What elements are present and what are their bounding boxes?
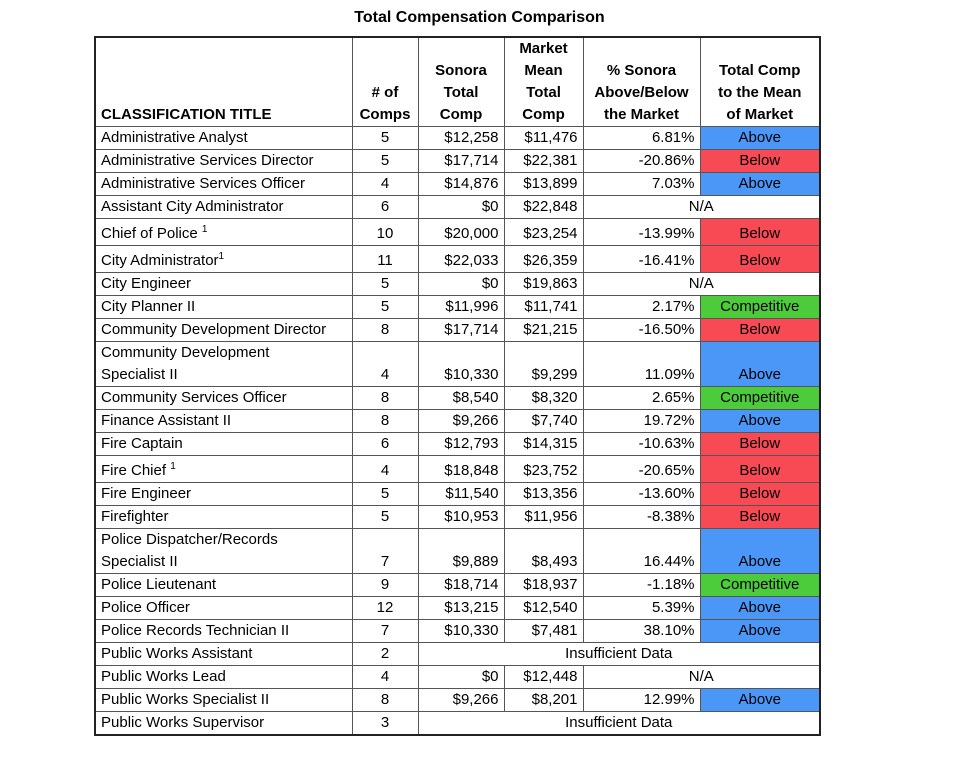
header-market-line: Total [526, 84, 561, 101]
percent-diff-cell: 38.10% [583, 620, 700, 643]
percent-diff-cell: 12.99% [583, 689, 700, 712]
percent-diff-cell: -8.38% [583, 506, 700, 529]
percent-diff-cell: 7.03% [583, 173, 700, 196]
comps-cell: 7 [352, 620, 418, 643]
classification-title: Fire Engineer [101, 485, 192, 502]
sonora-total-comp-cell: $18,714 [418, 574, 504, 597]
comps-cell: 12 [352, 597, 418, 620]
market-mean-comp-cell: $12,448 [504, 666, 583, 689]
classification-title-cell [95, 712, 352, 736]
status-badge: Below [700, 150, 820, 173]
table-row [95, 574, 820, 597]
sonora-total-comp-cell: $10,330 [418, 620, 504, 643]
header-status-line: Total Comp [719, 62, 801, 79]
classification-title-cell [95, 273, 352, 296]
status-badge: Above [700, 597, 820, 620]
table-row [95, 219, 820, 246]
footnote-marker: 1 [218, 251, 225, 262]
percent-diff-cell: -1.18% [583, 574, 700, 597]
comps-cell: 5 [352, 296, 418, 319]
percent-diff-cell: 19.72% [583, 410, 700, 433]
classification-title-cell [95, 246, 352, 273]
classification-title-cell [95, 597, 352, 620]
classification-title: City Administrator [101, 252, 219, 269]
classification-title: Administrative Services Officer [101, 175, 305, 192]
header-market-line: Market [519, 40, 568, 57]
table-row [95, 173, 820, 196]
classification-title-cell [95, 319, 352, 342]
classification-title: Assistant City Administrator [101, 198, 284, 215]
table-row [95, 597, 820, 620]
classification-title: Community Development [101, 344, 270, 361]
classification-title-cell [95, 410, 352, 433]
market-mean-comp-cell: $13,899 [504, 173, 583, 196]
sonora-total-comp-cell: $14,876 [418, 173, 504, 196]
market-mean-comp-cell: $21,215 [504, 319, 583, 342]
table-row [95, 196, 820, 219]
classification-title-cell [95, 666, 352, 689]
market-mean-comp-cell: $22,848 [504, 196, 583, 219]
comps-cell: 4 [352, 456, 418, 483]
classification-title-cell [95, 506, 352, 529]
classification-title-cell [95, 150, 352, 173]
sonora-total-comp-cell: $9,266 [418, 410, 504, 433]
status-badge: Below [700, 246, 820, 273]
comps-cell: 8 [352, 319, 418, 342]
sonora-total-comp-cell: $13,215 [418, 597, 504, 620]
classification-title: City Engineer [101, 275, 192, 292]
percent-diff-cell: 2.17% [583, 296, 700, 319]
market-mean-comp-cell: $26,359 [504, 246, 583, 273]
classification-title: Finance Assistant II [101, 412, 232, 429]
sonora-total-comp-cell: $17,714 [418, 150, 504, 173]
comps-cell: 3 [352, 712, 418, 736]
status-badge: Above [700, 410, 820, 433]
header-status [700, 37, 820, 127]
status-badge: Below [700, 433, 820, 456]
sonora-total-comp-cell: $12,793 [418, 433, 504, 456]
status-badge: Competitive [700, 296, 820, 319]
table-row [95, 712, 820, 736]
classification-title-cell [95, 574, 352, 597]
comps-cell: 10 [352, 219, 418, 246]
percent-diff-cell: -16.41% [583, 246, 700, 273]
comps-cell: 4 [352, 342, 418, 387]
header-status-line: to the Mean [718, 84, 802, 101]
sonora-total-comp-cell: $0 [418, 666, 504, 689]
status-badge: Above [700, 127, 820, 150]
classification-title: Administrative Services Director [101, 152, 314, 169]
market-mean-comp-cell: $14,315 [504, 433, 583, 456]
percent-diff-cell: -13.99% [583, 219, 700, 246]
classification-title: Public Works Assistant [101, 645, 253, 662]
comps-cell: 9 [352, 574, 418, 597]
header-comps-line: Comps [359, 106, 411, 123]
classification-title-cell [95, 219, 352, 246]
table-row [95, 689, 820, 712]
comps-cell: 11 [352, 246, 418, 273]
sonora-total-comp-cell: $17,714 [418, 319, 504, 342]
comps-cell: 7 [352, 529, 418, 574]
na-cell: N/A [583, 196, 820, 219]
compensation-table [94, 36, 821, 736]
sonora-total-comp-cell: $12,258 [418, 127, 504, 150]
percent-diff-cell: -20.86% [583, 150, 700, 173]
table-row [95, 273, 820, 296]
comps-cell: 8 [352, 410, 418, 433]
classification-title-line2: Specialist II [101, 553, 178, 570]
classification-title-cell [95, 387, 352, 410]
classification-title-cell [95, 689, 352, 712]
status-badge: Below [700, 319, 820, 342]
sonora-total-comp-cell: $11,996 [418, 296, 504, 319]
table-row [95, 410, 820, 433]
classification-title: Community Services Officer [101, 389, 287, 406]
table-row [95, 456, 820, 483]
header-comps-line: # of [371, 84, 399, 101]
header-sonora-line: Comp [439, 106, 483, 123]
market-mean-comp-cell: $8,493 [504, 529, 583, 574]
percent-diff-cell: 16.44% [583, 529, 700, 574]
percent-diff-cell: -20.65% [583, 456, 700, 483]
status-badge: Below [700, 483, 820, 506]
table-row [95, 150, 820, 173]
page-title: Total Compensation Comparison [354, 9, 605, 26]
table-row [95, 620, 820, 643]
status-badge: Competitive [700, 387, 820, 410]
status-badge: Above [700, 529, 820, 574]
table-body [95, 127, 820, 736]
classification-title-cell [95, 127, 352, 150]
classification-title-cell [95, 643, 352, 666]
market-mean-comp-cell: $22,381 [504, 150, 583, 173]
sonora-total-comp-cell: $8,540 [418, 387, 504, 410]
classification-title: City Planner II [101, 298, 196, 315]
classification-title-cell [95, 342, 352, 387]
sonora-total-comp-cell: $10,330 [418, 342, 504, 387]
percent-diff-cell: -13.60% [583, 483, 700, 506]
market-mean-comp-cell: $11,956 [504, 506, 583, 529]
classification-title: Public Works Supervisor [101, 714, 265, 731]
market-mean-comp-cell: $7,481 [504, 620, 583, 643]
header-row [95, 37, 820, 127]
market-mean-comp-cell: $19,863 [504, 273, 583, 296]
header-pct-line: the Market [603, 106, 680, 123]
market-mean-comp-cell: $12,540 [504, 597, 583, 620]
percent-diff-cell: 5.39% [583, 597, 700, 620]
header-comps [352, 37, 418, 127]
classification-title: Police Officer [101, 599, 190, 616]
header-sonora-line: Total [443, 84, 479, 101]
table-row [95, 127, 820, 150]
classification-title: Police Dispatcher/Records [101, 531, 278, 548]
percent-diff-cell: 11.09% [583, 342, 700, 387]
insufficient-data-cell: Insufficient Data [418, 643, 820, 666]
table-row [95, 666, 820, 689]
comps-cell: 5 [352, 150, 418, 173]
comps-cell: 8 [352, 689, 418, 712]
header-sonora [418, 37, 504, 127]
classification-title: Chief of Police [101, 225, 202, 242]
sonora-total-comp-cell: $9,889 [418, 529, 504, 574]
sonora-total-comp-cell: $11,540 [418, 483, 504, 506]
percent-diff-cell: 2.65% [583, 387, 700, 410]
classification-title-cell [95, 296, 352, 319]
comps-cell: 5 [352, 483, 418, 506]
comps-cell: 5 [352, 273, 418, 296]
na-cell: N/A [583, 666, 820, 689]
classification-title-cell [95, 529, 352, 574]
sonora-total-comp-cell: $9,266 [418, 689, 504, 712]
classification-title-cell [95, 456, 352, 483]
footnote-marker: 1 [201, 224, 208, 235]
comps-cell: 8 [352, 387, 418, 410]
status-badge: Below [700, 506, 820, 529]
classification-title: Police Records Technician II [101, 622, 290, 639]
table-row [95, 246, 820, 273]
sonora-total-comp-cell: $10,953 [418, 506, 504, 529]
sonora-total-comp-cell: $0 [418, 273, 504, 296]
sonora-total-comp-cell: $20,000 [418, 219, 504, 246]
classification-title: Fire Captain [101, 435, 183, 452]
market-mean-comp-cell: $23,254 [504, 219, 583, 246]
comps-cell: 5 [352, 127, 418, 150]
comps-cell: 6 [352, 196, 418, 219]
classification-title-cell [95, 620, 352, 643]
header-market-line: Comp [522, 106, 565, 123]
sonora-total-comp-cell: $22,033 [418, 246, 504, 273]
header-status-line: of Market [726, 106, 794, 123]
comps-cell: 2 [352, 643, 418, 666]
classification-title: Public Works Specialist II [101, 691, 270, 708]
status-badge: Above [700, 173, 820, 196]
status-badge: Above [700, 620, 820, 643]
market-mean-comp-cell: $9,299 [504, 342, 583, 387]
table-row [95, 387, 820, 410]
market-mean-comp-cell: $18,937 [504, 574, 583, 597]
market-mean-comp-cell: $11,741 [504, 296, 583, 319]
insufficient-data-cell: Insufficient Data [418, 712, 820, 736]
na-cell: N/A [583, 273, 820, 296]
comps-cell: 4 [352, 173, 418, 196]
comps-cell: 5 [352, 506, 418, 529]
header-pct-line: Above/Below [594, 84, 689, 101]
classification-title: Public Works Lead [101, 668, 226, 685]
header-market-line: Mean [524, 62, 563, 79]
header-sonora-line: Sonora [435, 62, 487, 79]
classification-title: Firefighter [101, 508, 169, 525]
classification-title-cell [95, 196, 352, 219]
table-row [95, 342, 820, 387]
status-badge: Below [700, 219, 820, 246]
header-pct-line: % Sonora [606, 62, 677, 79]
table-row [95, 643, 820, 666]
classification-title-cell [95, 173, 352, 196]
classification-title-line2: Specialist II [101, 366, 178, 383]
percent-diff-cell: -10.63% [583, 433, 700, 456]
classification-title: Community Development Director [101, 321, 327, 338]
status-badge: Below [700, 456, 820, 483]
sonora-total-comp-cell: $0 [418, 196, 504, 219]
comps-cell: 4 [352, 666, 418, 689]
status-badge: Above [700, 689, 820, 712]
percent-diff-cell: -16.50% [583, 319, 700, 342]
header-classification: CLASSIFICATION TITLE [95, 37, 352, 127]
classification-title: Police Lieutenant [101, 576, 217, 593]
table-row [95, 529, 820, 574]
table-row [95, 319, 820, 342]
sonora-total-comp-cell: $18,848 [418, 456, 504, 483]
table-row [95, 433, 820, 456]
header-market [504, 37, 583, 127]
header-pct [583, 37, 700, 127]
market-mean-comp-cell: $8,320 [504, 387, 583, 410]
market-mean-comp-cell: $11,476 [504, 127, 583, 150]
classification-title: Fire Chief [101, 462, 171, 479]
table-row [95, 483, 820, 506]
table-row [95, 296, 820, 319]
comps-cell: 6 [352, 433, 418, 456]
status-badge: Competitive [700, 574, 820, 597]
classification-title-cell [95, 433, 352, 456]
market-mean-comp-cell: $8,201 [504, 689, 583, 712]
classification-title-cell [95, 483, 352, 506]
classification-title: Administrative Analyst [101, 129, 248, 146]
footnote-marker: 1 [170, 461, 176, 472]
market-mean-comp-cell: $13,356 [504, 483, 583, 506]
percent-diff-cell: 6.81% [583, 127, 700, 150]
table-row [95, 506, 820, 529]
status-badge: Above [700, 342, 820, 387]
market-mean-comp-cell: $7,740 [504, 410, 583, 433]
market-mean-comp-cell: $23,752 [504, 456, 583, 483]
